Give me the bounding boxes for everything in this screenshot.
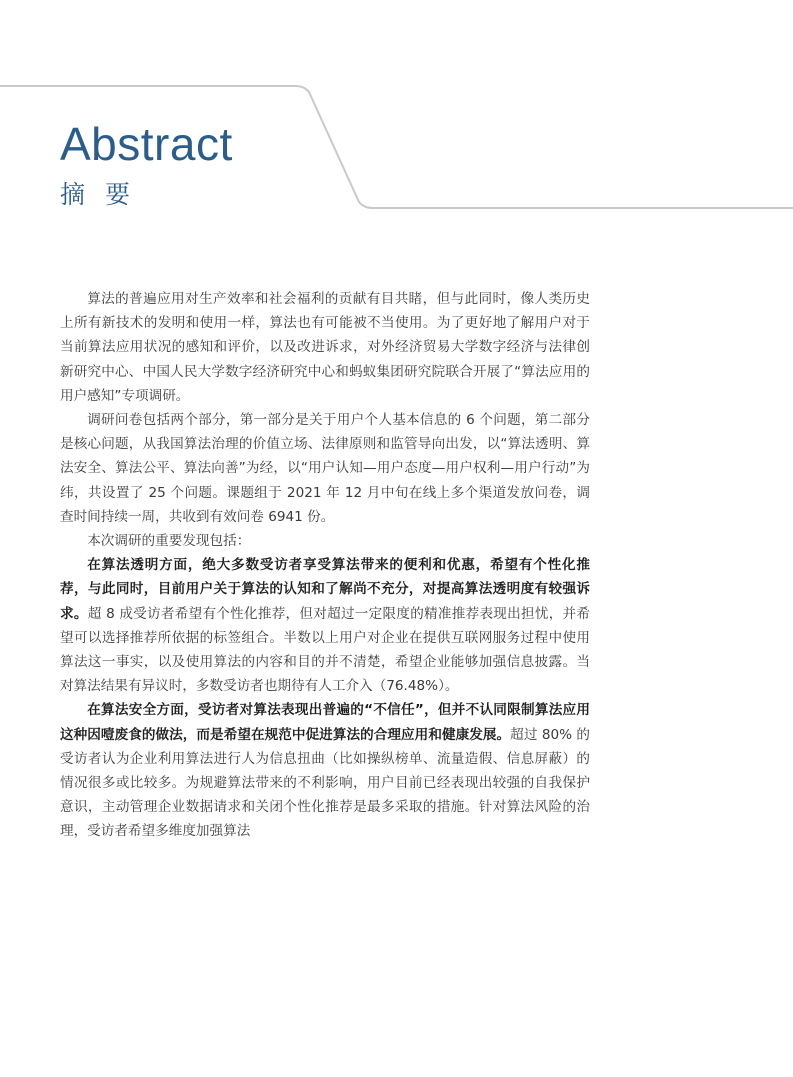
paragraph	[60, 287, 590, 408]
paragraph-text: 调研问卷包括两个部分，第一部分是关于用户个人基本信息的 6 个问题，第二部分是核心问题，从我国算法治理的价值立场、法律原则和监管导向出发，以“算法透明、算法安全、算法公平、算法向善”为经，以“用户认知—用户态度—用户权利—用户行动”为纬，共设置了 25 个问题。课题组于 2021 年 12 月中旬在线上多个渠道发放问卷，调查时间持续一周，共收到有效问卷 6941 份。	[60, 412, 590, 525]
page-title: Abstract	[60, 118, 233, 170]
paragraph-lead: 在算法透明方面，绝大多数受访者享受算法带来的便利和优惠，希望有个性化推荐，与此同时，目前用户关于算法的认知和了解尚不充分，对提高算法透明度有较强诉求。	[60, 557, 590, 622]
paragraph-text: 超过 80% 的受访者认为企业利用算法进行人为信息扭曲（比如操纵榜单、流量造假、信息屏蔽）的情况很多或比较多。为规避算法带来的不利影响，用户目前已经表现出较强的自我保护意识，主动管理企业数据请求和关闭个性化推荐是最多采取的措施。针对算法风险的治理，受访者希望多维度加强算法	[60, 726, 591, 840]
abstract-body	[60, 287, 590, 844]
paragraph-text: 算法的普遍应用对生产效率和社会福利的贡献有目共睹，但与此同时，像人类历史上所有新技术的发明和使用一样，算法也有可能被不当使用。为了更好地了解用户对于当前算法应用状况的感知和评价，以及改进诉求，对外经济贸易大学数字经济与法律创新研究中心、中国人民大学数字经济研究中心和蚂蚁集团研究院联合开展了“算法应用的用户感知”专项调研。	[60, 291, 590, 404]
paragraph-lead: 在算法安全方面，受访者对算法表现出普遍的“不信任”，但并不认同限制算法应用这种因噎废食的做法，而是希望在规范中促进算法的合理应用和健康发展。	[60, 702, 590, 743]
paragraph-text: 本次调研的重要发现包括：	[87, 533, 251, 550]
paragraph	[60, 408, 590, 529]
paragraph	[60, 553, 590, 698]
paragraph-text: 超 8 成受访者希望有个性化推荐，但对超过一定限度的精准推荐表现出担忧，并希望可以选择推荐所依据的标签组合。半数以上用户对企业在提供互联网服务过程中使用算法这一事实，以及使用算法的内容和目的并不清楚，希望企业能够加强信息披露。当对算法结果有异议时，多数受访者也期待有人工介入（76.48%）。	[60, 605, 590, 695]
paragraph	[60, 529, 590, 553]
paragraph	[60, 698, 590, 843]
page-subtitle: 摘 要	[60, 180, 136, 209]
